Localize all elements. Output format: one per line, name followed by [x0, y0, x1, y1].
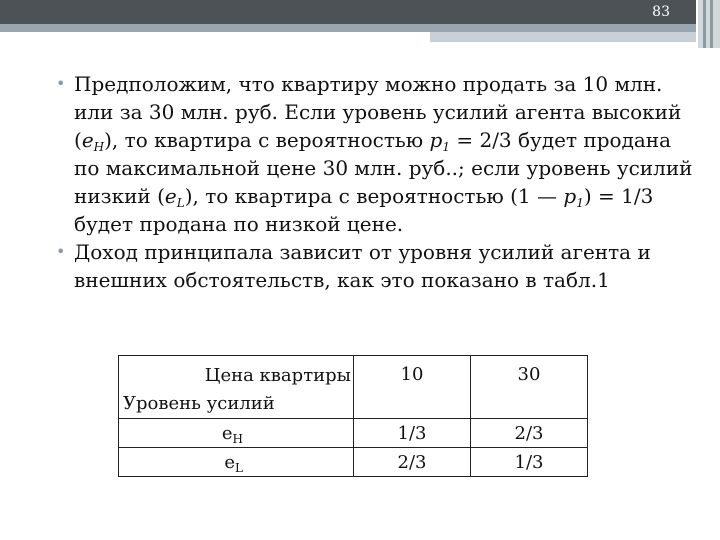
- subscript-h: H: [93, 140, 105, 154]
- subscript-1: 1: [442, 140, 450, 154]
- table-cell: 2/3: [354, 448, 471, 477]
- table-row: [119, 419, 588, 448]
- decoration-line: [710, 0, 713, 48]
- table-corner-cell: [119, 356, 354, 419]
- income-table: [118, 355, 588, 477]
- price-30-header: 30: [471, 356, 588, 419]
- text-run: ) = 1/3 будет продана по низкой цене.: [74, 184, 654, 236]
- price-10-header: 10: [354, 356, 471, 419]
- subscript-1: 1: [576, 196, 584, 210]
- row-label-el: [119, 448, 354, 477]
- table-cell: 2/3: [471, 419, 588, 448]
- table-header-row: [119, 356, 588, 419]
- table-row: [119, 448, 588, 477]
- header-bar: [0, 0, 696, 24]
- bullet-icon: •: [56, 242, 66, 261]
- symbol-e: e: [81, 128, 94, 152]
- row-label-symbol: e: [224, 451, 236, 473]
- header-effort-label: Уровень усилий: [123, 393, 275, 414]
- decoration-line: [703, 0, 706, 48]
- text-run: Предположим, что квартиру можно продать за 10 млн. или за 30 млн. руб. Если уровень усилий агента высокий (: [74, 72, 682, 152]
- text-run: ), то квартира с вероятностью (1 —: [184, 184, 564, 208]
- table-cell: 1/3: [354, 419, 471, 448]
- row-label-symbol: e: [221, 422, 233, 444]
- row-label-subscript: H: [232, 431, 243, 446]
- bullet-paragraph-2: [56, 238, 696, 294]
- header-accent-bar: [0, 24, 696, 32]
- subscript-l: L: [176, 196, 185, 210]
- bullet-paragraph-1: [56, 70, 696, 238]
- symbol-e: e: [164, 184, 177, 208]
- symbol-p: p: [563, 184, 577, 208]
- text-run: Доход принципала зависит от уровня усилий агента и внешних обстоятельств, как это показано в табл.1: [74, 240, 651, 292]
- text-run: ), то квартира с вероятностью: [104, 128, 430, 152]
- symbol-p: p: [429, 128, 443, 152]
- text-run: = 2/3 будет продана по максимальной цене 30 млн. руб..; если уровень усилий низкий (: [74, 128, 693, 208]
- header-accent-bar-light: [430, 32, 696, 42]
- table-cell: 1/3: [471, 448, 588, 477]
- bullet-icon: •: [56, 74, 66, 93]
- corner-decoration: [698, 0, 720, 48]
- row-label-eh: [119, 419, 354, 448]
- header-price-label: Цена квартиры: [204, 365, 351, 386]
- row-label-subscript: L: [235, 460, 243, 475]
- slide-body: [56, 70, 696, 294]
- page-number: 83: [652, 4, 670, 20]
